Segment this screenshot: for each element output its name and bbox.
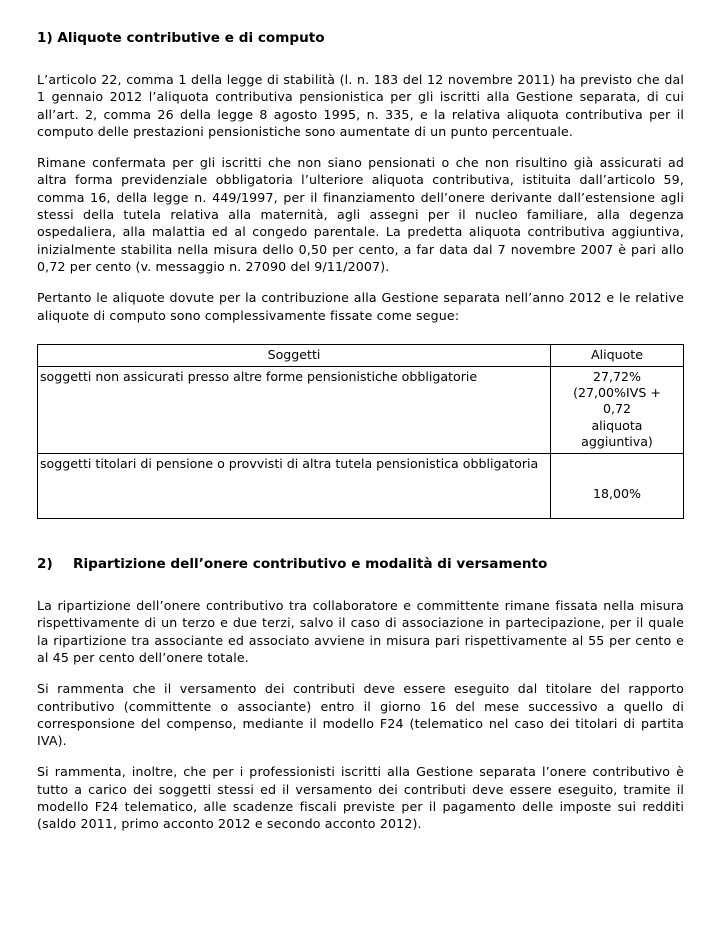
table-row	[38, 454, 684, 519]
section-2-title	[37, 555, 684, 573]
section-2-title-text: Ripartizione dell’onere contributivo e modalità di versamento	[73, 556, 548, 573]
section-2-paragraph-2: Si rammenta che il versamento dei contributi deve essere eseguito dal titolare del rapporto contributivo (committente o associante) entro il giorno 16 del mese successivo a quello di corresponsione del compenso, mediante il modello F24 (telematico nel caso dei titolari di partita IVA).	[37, 681, 684, 749]
table-header-row	[38, 344, 684, 366]
section-2-paragraph-3: Si rammenta, inoltre, che per i professionisti iscritti alla Gestione separata l’onere contributivo è tutto a carico dei soggetti stessi ed il versamento dei contributi deve essere eseguito, tramite il modello F24 telematico, alle scadenze fiscali previste per il pagamento delle imposte sui redditi (saldo 2011, primo acconto 2012 e secondo acconto 2012).	[37, 764, 684, 832]
rate-line: aggiuntiva)	[581, 433, 653, 449]
section-1-paragraph-1: L’articolo 22, comma 1 della legge di stabilità (l. n. 183 del 12 novembre 2011) ha previsto che dal 1 gennaio 2012 l’aliquota contributiva pensionistica per gli iscritti alla Gestione separata, di cui all’art. 2, comma 26 della legge 8 agosto 1995, n. 335, e la relativa aliquota contributiva per il computo delle prestazioni pensionistiche sono aumentate di un punto percentuale.	[37, 72, 684, 139]
section-1-paragraph-2: Rimane confermata per gli iscritti che non siano pensionati o che non risultino già assicurati ad altra forma previdenziale obbligatoria l’ulteriore aliquota contributiva, istituita dall’articolo 59, comma 16, della legge n. 449/1997, per il finanziamento dell’onere derivante dall’estensione agli stessi della tutela relativa alla maternità, agli assegni per il nucleo familiare, alla degenza ospedaliera, alla malattia ed al congedo parentale. La predetta aliquota contributiva aggiuntiva, inizialmente stabilita nella misura dello 0,50 per cento, a far data dal 7 novembre 2007 è pari allo 0,72 per cento (v. messaggio n. 27090 del 9/11/2007).	[37, 155, 684, 274]
row-2-rate: 18,00%	[551, 454, 684, 519]
rate-line: 27,72%	[592, 369, 642, 385]
table-row	[38, 367, 684, 454]
header-soggetti: Soggetti	[38, 344, 551, 366]
section-1-paragraph-3: Pertanto le aliquote dovute per la contribuzione alla Gestione separata nell’anno 2012 e le relative aliquote di computo sono complessivamente fissate come segue:	[37, 290, 684, 323]
section-1-title: 1) Aliquote contributive e di computo	[37, 30, 325, 46]
row-1-rate	[551, 367, 684, 454]
row-2-subject: soggetti titolari di pensione o provvisti di altra tutela pensionistica obbligatoria	[38, 454, 551, 519]
header-aliquote: Aliquote	[551, 344, 684, 366]
section-2-paragraph-1: La ripartizione dell’onere contributivo tra collaboratore e committente rimane fissata nella misura rispettivamente di un terzo e due terzi, salvo il caso di associazione in partecipazione, per il quale la ripartizione tra associante ed associato avviene in misura pari rispettivamente al 55 per cento e al 45 per cento dell’onere totale.	[37, 598, 684, 665]
rate-line: (27,00%IVS +	[573, 385, 661, 401]
section-2-number: 2)	[37, 556, 53, 573]
rate-line: 0,72	[602, 401, 632, 417]
rate-line: aliquota	[591, 417, 643, 433]
rates-table	[37, 344, 684, 519]
row-1-subject: soggetti non assicurati presso altre forme pensionistiche obbligatorie	[38, 367, 551, 454]
